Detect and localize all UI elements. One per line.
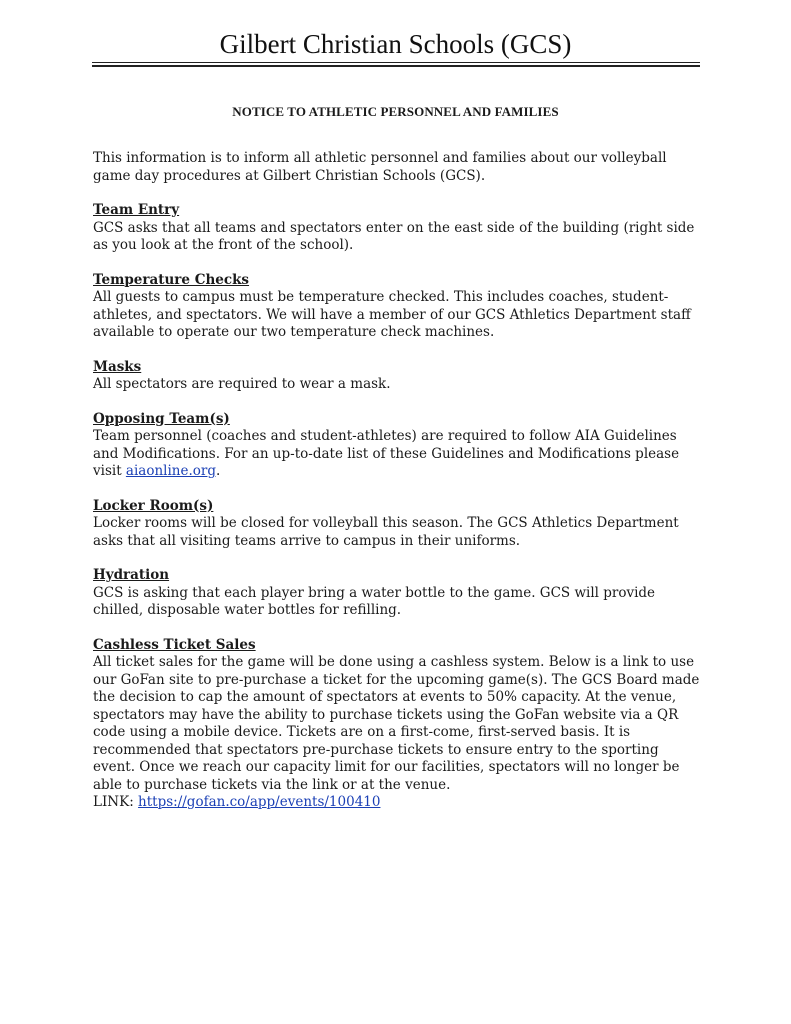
section-body: All spectators are required to wear a mask.	[93, 376, 391, 392]
section-body: GCS is asking that each player bring a water bottle to the game. GCS will provide chilled, disposable water bottles for refilling.	[93, 584, 656, 618]
section-temperature-checks	[93, 272, 703, 342]
section-body: Locker rooms will be closed for volleyball this season. The GCS Athletics Department asks that all visiting teams arrive to campus in their uniforms.	[93, 515, 679, 549]
header-divider	[92, 62, 700, 67]
document-body	[93, 150, 703, 812]
section-body: GCS asks that all teams and spectators enter on the east side of the building (right side as you look at the front of the school).	[93, 219, 695, 253]
section-heading: Temperature Checks	[93, 271, 250, 288]
document-title: Gilbert Christian Schools (GCS)	[219, 29, 572, 59]
ticket-link-line	[93, 794, 703, 812]
section-masks	[93, 359, 703, 394]
section-body-text: Team personnel (coaches and student-athletes) are required to follow AIA Guidelines and Modifications. For an up-to-date list of these Guidelines and Modifications please visit	[93, 428, 680, 479]
section-locker-rooms	[93, 498, 703, 551]
section-heading: Opposing Team(s)	[93, 410, 230, 427]
section-hydration	[93, 567, 703, 620]
intro-paragraph: This information is to inform all athletic personnel and families about our volleyball game day procedures at Gilbert Christian Schools (GCS).	[93, 150, 667, 184]
gofan-link[interactable]: https://gofan.co/app/events/100410	[138, 794, 381, 810]
section-body: All ticket sales for the game will be done using a cashless system. Below is a link to use our GoFan site to pre-purchase a ticket for the upcoming game(s). The GCS Board made the decision to cap the amount of spectators at events to 50% capacity. At the venue, spectators may have the ability to purchase tickets using the GoFan website via a QR code using a mobile device. Tickets are on a first-come, first-served basis. It is recommended that spectators pre-purchase tickets to ensure entry to the sporting event. Once we reach our capacity limit for our facilities, spectators will no longer be able to purchase tickets via the link or at the venue.	[93, 654, 700, 793]
section-opposing-teams	[93, 411, 703, 481]
section-body-text-end: .	[215, 463, 221, 479]
section-body	[93, 428, 703, 481]
notice-title: NOTICE TO ATHLETIC PERSONNEL AND FAMILIES	[232, 104, 559, 119]
section-heading: Hydration	[93, 567, 170, 583]
section-body: All guests to campus must be temperature checked. This includes coaches, student-athletes, and spectators. We will have a member of our GCS Athletics Department staff available to operate our two temperature check machines.	[93, 289, 691, 340]
section-heading: Cashless Ticket Sales	[93, 636, 256, 653]
section-heading: Locker Room(s)	[93, 497, 214, 514]
link-label: LINK:	[93, 794, 139, 810]
section-heading: Team Entry	[93, 202, 180, 218]
section-heading: Masks	[93, 358, 142, 375]
aia-link[interactable]: aiaonline.org	[125, 463, 216, 479]
section-cashless-ticket-sales	[93, 637, 703, 795]
section-team-entry	[93, 202, 703, 255]
